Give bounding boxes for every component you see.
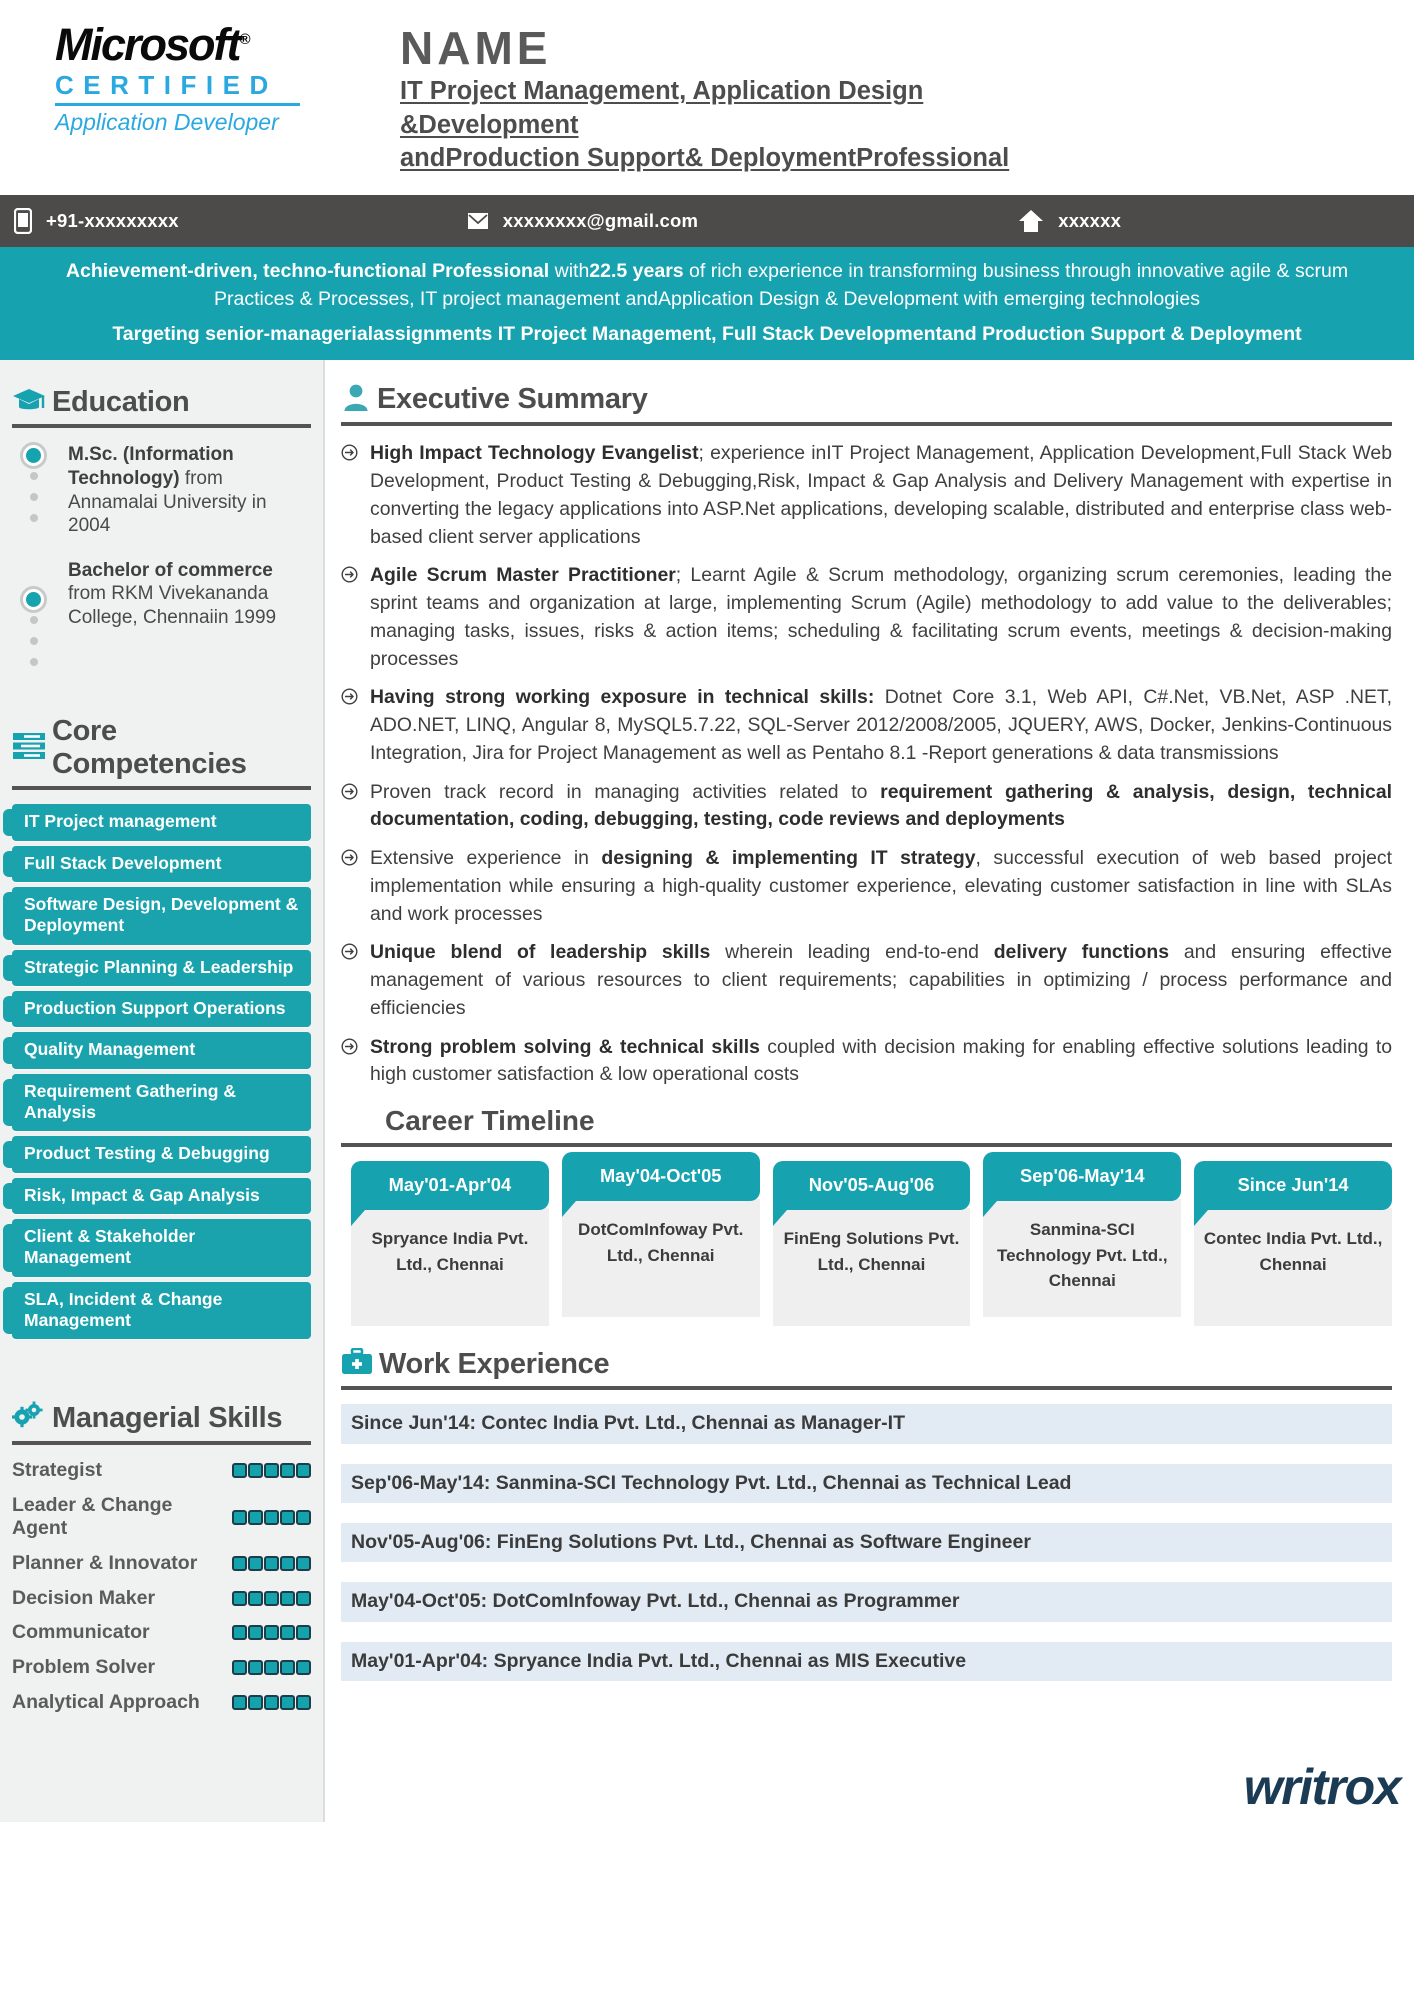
education-rule xyxy=(12,424,311,428)
executive-summary-section-header xyxy=(341,382,1392,417)
managerial-skills-title: Managerial Skills xyxy=(52,1402,283,1435)
education-list xyxy=(12,442,311,629)
work-experience-row: Nov'05-Aug'06: FinEng Solutions Pvt. Ltd., Chennai as Software Engineer xyxy=(341,1523,1392,1562)
core-competencies-section-header xyxy=(12,715,311,781)
contact-bar xyxy=(0,195,1414,247)
bullet-seg: designing & implementing IT strategy xyxy=(601,847,976,870)
list-item xyxy=(12,1587,311,1610)
executive-summary-rule xyxy=(341,422,1392,426)
managerial-skills-rule xyxy=(12,1441,311,1445)
microsoft-wordmark: Microsoft® xyxy=(55,19,249,70)
timeline-company: Contec India Pvt. Ltd., Chennai xyxy=(1194,1208,1392,1326)
contact-location xyxy=(1018,209,1121,233)
bullet-ring-icon xyxy=(20,442,47,469)
timeline-marker xyxy=(20,558,54,630)
sidebar xyxy=(0,360,323,1822)
bullet-seg: Agile Scrum Master Practitioner xyxy=(370,564,676,587)
timeline-period: Nov'05-Aug'06 xyxy=(773,1161,971,1210)
bullet-text xyxy=(370,779,1392,835)
phone-icon xyxy=(14,208,32,234)
competency-chip[interactable]: Strategic Planning & Leadership xyxy=(12,950,311,986)
bullet-seg: Unique blend of leadership skills xyxy=(370,941,711,964)
bullet-seg: Extensive experience in xyxy=(370,847,602,870)
bullet-text xyxy=(370,440,1392,551)
skill-label: Problem Solver xyxy=(12,1656,156,1679)
summary-paragraph xyxy=(24,257,1390,314)
bullet-seg: Having strong working exposure in technical skills: xyxy=(370,686,875,709)
executive-summary-title: Executive Summary xyxy=(377,383,648,416)
timeline-period: May'01-Apr'04 xyxy=(351,1161,549,1210)
work-experience-rule xyxy=(341,1386,1392,1390)
logo-divider xyxy=(55,103,300,106)
work-experience-title: Work Experience xyxy=(379,1348,610,1381)
competency-chip[interactable]: IT Project management xyxy=(12,804,311,840)
bullet-seg: ; Learnt Agile & Scrum methodology, organizing scrum ceremonies, leading the sprint teams and organization at large, implementing Scrum (Agile) methodology to add value to the deliverables; managing tasks, issues, risks & action items; scheduling & facilitating scrum events, meetings & decision-making processes xyxy=(370,564,1393,670)
skill-rating xyxy=(232,1625,311,1640)
list-item xyxy=(341,562,1392,673)
list-item xyxy=(12,1691,311,1714)
competency-chip[interactable]: SLA, Incident & Change Management xyxy=(12,1282,311,1340)
bullet-seg: and ensuring effective management of various resources to client requirements; capabilities in optimizing / process performance and efficiencies xyxy=(370,941,1392,1019)
skill-label: Communicator xyxy=(12,1621,150,1644)
list-lines-icon xyxy=(12,731,46,766)
list-item xyxy=(20,558,311,630)
skill-rating xyxy=(232,1463,311,1478)
bullet-text xyxy=(370,845,1392,928)
resume-header xyxy=(0,0,1414,195)
education-section-header xyxy=(12,386,311,419)
writrox-watermark-logo: writrox xyxy=(1243,1759,1400,1816)
core-competencies-title: Core Competencies xyxy=(52,715,247,781)
list-item xyxy=(12,1552,311,1575)
skill-label: Planner & Innovator xyxy=(12,1551,198,1574)
core-competencies-list xyxy=(12,804,311,1339)
career-timeline-title: Career Timeline xyxy=(385,1105,595,1137)
career-timeline-rule xyxy=(341,1143,1392,1147)
list-item xyxy=(341,1034,1392,1090)
timeline-period: May'04-Oct'05 xyxy=(562,1152,760,1201)
bullet-text xyxy=(370,939,1392,1022)
logo-subtitle: Application Developer xyxy=(55,108,279,135)
role-line-2: andProduction Support& DeploymentProfessional xyxy=(400,144,1010,173)
competency-chip[interactable]: Product Testing & Debugging xyxy=(12,1136,311,1172)
timeline-card xyxy=(983,1161,1181,1326)
bullet-seg: delivery functions xyxy=(993,941,1170,964)
competency-chip[interactable]: Risk, Impact & Gap Analysis xyxy=(12,1178,311,1214)
competency-chip[interactable]: Full Stack Development xyxy=(12,846,311,882)
dotted-connector xyxy=(30,616,38,679)
list-item xyxy=(341,440,1392,551)
skill-label: Analytical Approach xyxy=(12,1691,200,1714)
bullet-text xyxy=(370,1034,1392,1090)
competency-chip[interactable]: Client & Stakeholder Management xyxy=(12,1219,311,1277)
microsoft-certified-logo xyxy=(0,14,400,135)
education-degree: M.Sc. (Information Technology) xyxy=(68,444,234,489)
core-competencies-rule xyxy=(12,786,311,790)
work-experience-section-header xyxy=(341,1348,1392,1381)
executive-summary-bullets xyxy=(341,440,1392,1089)
resume-body xyxy=(0,360,1414,1822)
timeline-period: Sep'06-May'14 xyxy=(983,1152,1181,1201)
bullet-text xyxy=(370,562,1392,673)
bullet-seg: High Impact Technology Evangelist xyxy=(370,442,699,465)
role-line-1: IT Project Management, Application Design &Development xyxy=(400,76,924,139)
contact-email xyxy=(467,210,698,232)
list-item xyxy=(20,442,311,537)
competency-chip[interactable]: Production Support Operations xyxy=(12,991,311,1027)
summary-mid1: with xyxy=(549,260,590,282)
summary-lead: Achievement-driven, techno-functional Professional xyxy=(65,260,550,282)
skill-rating xyxy=(232,1660,311,1675)
education-title: Education xyxy=(52,386,190,419)
main-content xyxy=(325,360,1414,1822)
timeline-card xyxy=(351,1161,549,1326)
location-value: xxxxxx xyxy=(1058,210,1122,231)
graduation-cap-icon xyxy=(12,386,46,419)
competency-chip[interactable]: Requirement Gathering & Analysis xyxy=(12,1074,311,1132)
summary-band xyxy=(0,247,1414,360)
header-title-block xyxy=(400,14,1414,176)
list-item xyxy=(12,1656,311,1679)
bullet-seg: Dotnet Core 3.1, Web API, C#.Net, VB.Net, ASP .NET, ADO.NET, LINQ, Angular 8, MySQL5.7.22, SQL-Server 2012/2008/2005, JQUERY, AWS, Docker, Jenkins-Continuous Integration, Jira for Project Management as well as Pentaho 8.1 -Report generations & data transmissions xyxy=(370,686,1392,764)
work-experience-row: Since Jun'14: Contec India Pvt. Ltd., Chennai as Manager-IT xyxy=(341,1404,1392,1443)
envelope-icon xyxy=(467,211,489,231)
phone-value: +91-xxxxxxxxx xyxy=(46,210,179,231)
work-experience-row: Sep'06-May'14: Sanmina-SCI Technology Pvt. Ltd., Chennai as Technical Lead xyxy=(341,1464,1392,1503)
skill-label: Leader & Change Agent xyxy=(12,1494,173,1540)
timeline-company: Sanmina-SCI Technology Pvt. Ltd., Chennai xyxy=(983,1199,1181,1317)
bullet-seg: , successful execution of web based project implementation while ensuring a high-quality customer experience, elevating customer satisfaction in line with SLAs and work processes xyxy=(370,847,1392,925)
home-icon xyxy=(1018,209,1044,233)
email-value: xxxxxxxx@gmail.com xyxy=(502,210,699,231)
arrow-circle-icon xyxy=(341,943,358,1022)
bullet-seg: Proven track record in managing activities related to xyxy=(370,780,881,803)
list-item xyxy=(341,939,1392,1022)
education-degree: Bachelor of commerce xyxy=(68,559,273,581)
bullet-ring-icon xyxy=(20,586,47,613)
list-item xyxy=(341,845,1392,928)
skill-label: Decision Maker xyxy=(12,1586,156,1609)
managerial-skills-list xyxy=(12,1459,311,1714)
bullet-seg: Strong problem solving & technical skills xyxy=(370,1035,760,1058)
competency-chip[interactable]: Quality Management xyxy=(12,1032,311,1068)
list-item xyxy=(341,779,1392,835)
summary-years: 22.5 years xyxy=(589,260,684,282)
skill-rating xyxy=(232,1510,311,1525)
dotted-connector xyxy=(30,472,38,535)
contact-phone xyxy=(14,208,179,234)
skill-rating xyxy=(232,1591,311,1606)
list-item xyxy=(12,1494,311,1540)
arrow-circle-icon xyxy=(341,444,358,551)
bullet-seg: coupled with decision making for enabling effective solutions leading to high customer satisfaction & low operational costs xyxy=(370,1035,1392,1086)
career-timeline-cards xyxy=(341,1161,1392,1326)
skill-rating xyxy=(232,1695,311,1710)
arrow-circle-icon xyxy=(341,566,358,673)
summary-mid2: of rich experience in transforming business through innovative agile & scrum Practices & Processes, IT project management andApplication Design & Development with emerging technologies xyxy=(214,260,1349,311)
skill-rating xyxy=(232,1556,311,1571)
skill-label: Strategist xyxy=(12,1459,102,1482)
competency-chip[interactable]: Software Design, Development & Deployment xyxy=(12,887,311,945)
arrow-circle-icon xyxy=(341,783,358,835)
bullet-seg: ; experience inIT Project Management, Application Development,Full Stack Web Development, Product Testing & Debugging,Risk, Impact & Gap Analysis and Delivery Management with expertise in converting the legacy applications into ASP.Net applications, developing scalable, distributed and enterprise class web-based client server applications xyxy=(370,442,1392,548)
education-detail: from Annamalai University in 2004 xyxy=(68,467,267,537)
managerial-skills-section-header xyxy=(12,1401,311,1436)
timeline-company: FinEng Solutions Pvt. Ltd., Chennai xyxy=(773,1208,971,1326)
education-entry xyxy=(68,558,311,630)
page-title: NAME xyxy=(400,22,552,74)
list-item xyxy=(341,684,1392,767)
gears-icon xyxy=(12,1401,46,1436)
timeline-card xyxy=(773,1161,971,1326)
education-detail: from RKM Vivekananda College, Chennaiin 1999 xyxy=(68,583,277,628)
certified-text: CERTIFIED xyxy=(55,70,278,100)
bullet-seg: requirement gathering & analysis, design, technical documentation, coding, debugging, testing, code reviews and deployments xyxy=(370,780,1392,831)
person-icon xyxy=(341,382,371,417)
timeline-marker xyxy=(20,442,54,537)
timeline-period: Since Jun'14 xyxy=(1194,1161,1392,1210)
summary-targeting: Targeting senior-managerialassignments IT Project Management, Full Stack Developmentand Production Support & Deployment xyxy=(112,322,1302,345)
bullet-seg: wherein leading end-to-end xyxy=(710,941,994,964)
education-entry xyxy=(68,442,311,537)
timeline-company: Spryance India Pvt. Ltd., Chennai xyxy=(351,1208,549,1326)
briefcase-icon xyxy=(341,1348,373,1381)
timeline-company: DotComInfoway Pvt. Ltd., Chennai xyxy=(562,1199,760,1317)
arrow-circle-icon xyxy=(341,1038,358,1090)
work-experience-row: May'01-Apr'04: Spryance India Pvt. Ltd., Chennai as MIS Executive xyxy=(341,1642,1392,1681)
list-item xyxy=(12,1621,311,1644)
work-experience-row: May'04-Oct'05: DotComInfoway Pvt. Ltd., Chennai as Programmer xyxy=(341,1582,1392,1621)
timeline-card xyxy=(562,1161,760,1326)
work-experience-list xyxy=(341,1404,1392,1681)
arrow-circle-icon xyxy=(341,688,358,767)
bullet-text xyxy=(370,684,1392,767)
list-item xyxy=(12,1459,311,1482)
timeline-card xyxy=(1194,1161,1392,1326)
arrow-circle-icon xyxy=(341,849,358,928)
